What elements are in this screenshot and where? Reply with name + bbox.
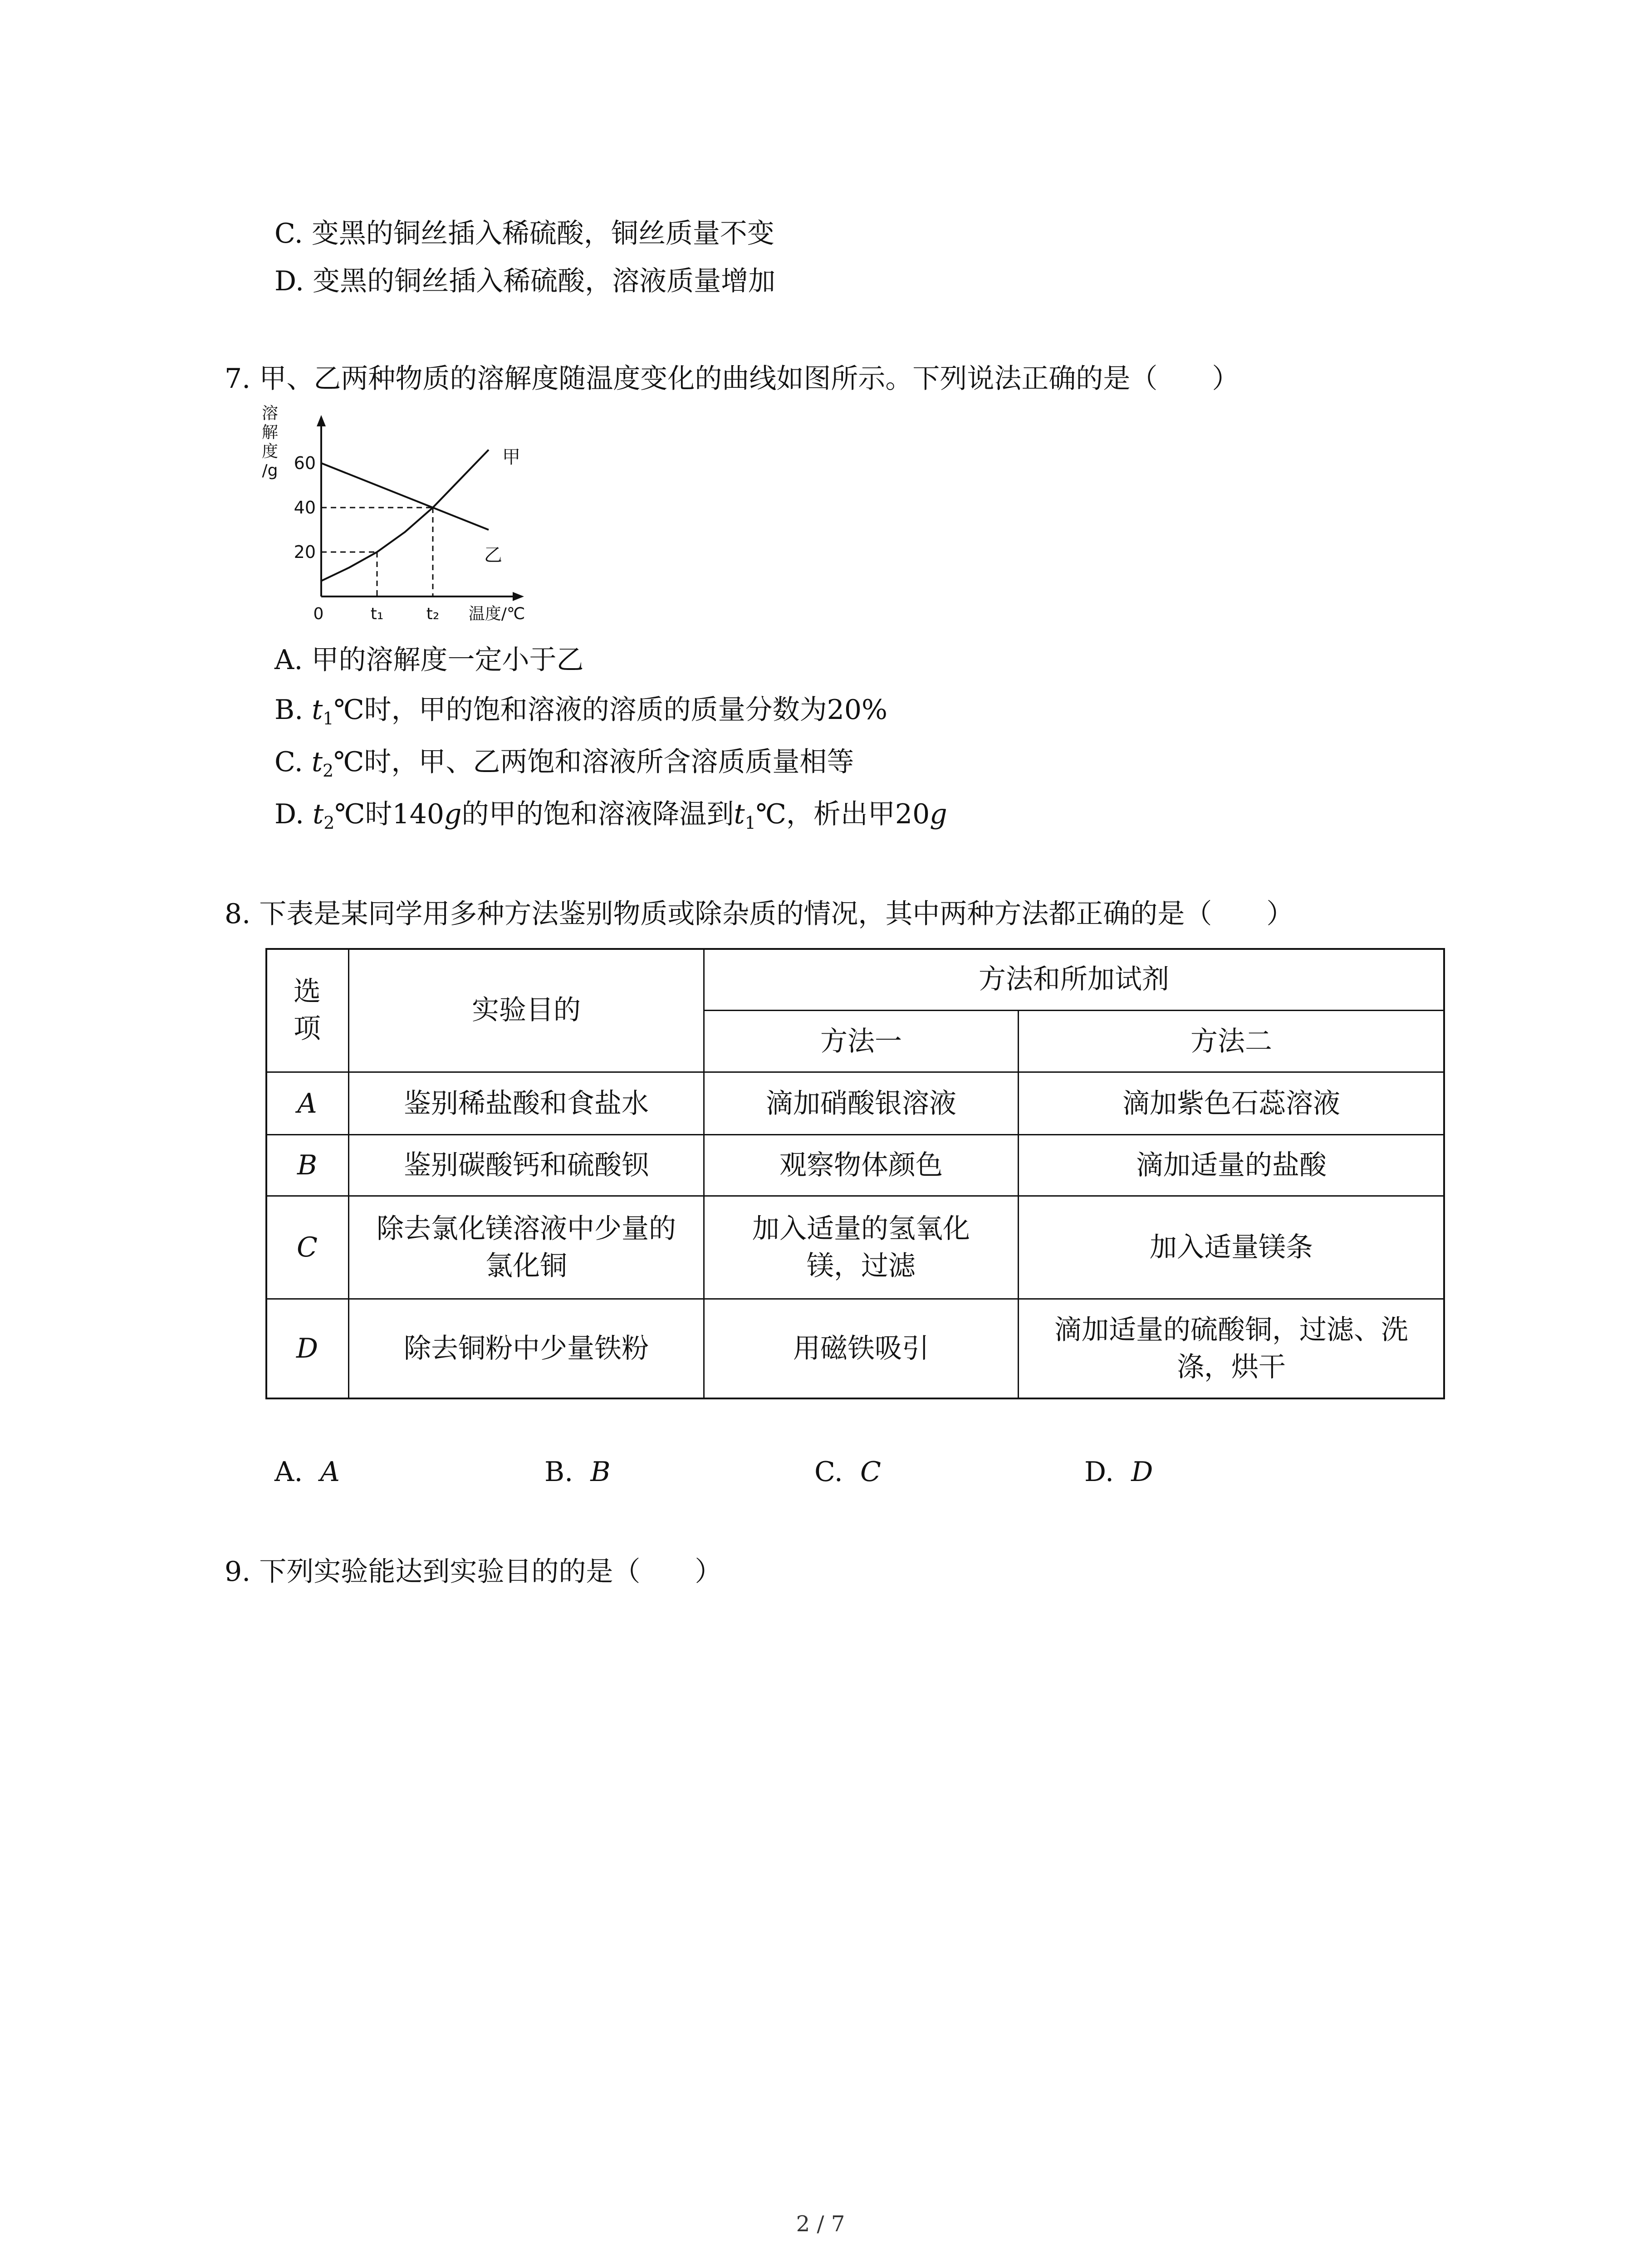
q7-option-b: B. $t_1℃$时，甲的饱和溶液的溶质的质量分数为20% — [274, 694, 888, 728]
q8-choice-d: D. D — [1084, 1456, 1153, 1488]
header-option: 选项 — [294, 976, 321, 1045]
q6-option-d: D. 变黑的铜丝插入稀硫酸，溶液质量增加 — [274, 265, 776, 297]
q9-stem: 9. 下列实验能达到实验目的的是（ ） — [225, 1556, 722, 1588]
table-row-a-purpose: 鉴别稀盐酸和食盐水 — [404, 1087, 649, 1119]
q7-option-d: D. $t_2℃$时140g的甲的饱和溶液降温到$t_1℃$，析出甲20g — [274, 798, 947, 833]
header-method1: 方法一 — [820, 1026, 902, 1057]
y-tick-label: 60 — [294, 453, 316, 473]
table-row-b-method1: 观察物体颜色 — [779, 1149, 943, 1181]
x-tick-label: 0 — [313, 605, 324, 623]
solubility-chart — [254, 401, 581, 637]
y-axis-label-part: 溶 — [261, 404, 279, 423]
chart-text — [262, 404, 525, 623]
x-tick-label: t₁ — [370, 605, 384, 623]
q8-choice-c: C. C — [814, 1456, 881, 1488]
table-row-a-method1: 滴加硝酸银溶液 — [766, 1087, 956, 1119]
q8-stem: 8. 下表是某同学用多种方法鉴别物质或除杂质的情况，其中两种方法都正确的是（ ） — [225, 898, 1294, 930]
table-row-c-purpose: 除去氯化镁溶液中少量的氯化铜 — [377, 1212, 676, 1282]
q7-stem: 7. 甲、乙两种物质的溶解度随温度变化的曲线如图所示。下列说法正确的是（ ） — [225, 363, 1239, 395]
q6-option-c: C. 变黑的铜丝插入稀硫酸，铜丝质量不变 — [274, 218, 774, 249]
q7-option-c: C. $t_2℃$时，甲、乙两饱和溶液所含溶质质量相等 — [274, 746, 854, 781]
page-number: 2 / 7 — [796, 2211, 845, 2237]
y-axis-label-part: /g — [262, 461, 278, 480]
methods-table — [265, 948, 1445, 1399]
series-label-yi: 乙 — [484, 544, 502, 566]
table-row-d-method1: 用磁铁吸引 — [793, 1333, 929, 1364]
table-row-c-method2: 加入适量镁条 — [1150, 1231, 1313, 1263]
y-axis-label-part: 解 — [261, 423, 279, 442]
series-line-yi — [321, 463, 489, 530]
table-row-b-purpose: 鉴别碳酸钙和硫酸钡 — [404, 1149, 649, 1181]
chart-lines — [321, 450, 489, 581]
table-row-d-method2: 滴加适量的硫酸铜，过滤、洗涤，烘干 — [1054, 1314, 1408, 1383]
y-tick-label: 20 — [294, 542, 316, 562]
q8-choice-a: A. A — [274, 1456, 340, 1488]
series-line-jia — [321, 450, 489, 581]
q7-option-a: A. 甲的溶解度一定小于乙 — [274, 644, 584, 676]
x-axis-arrow — [513, 592, 524, 601]
table-row-b-method2: 滴加适量的盐酸 — [1136, 1149, 1327, 1181]
x-axis-label: 温度/℃ — [468, 605, 525, 623]
header-method2: 方法二 — [1190, 1026, 1272, 1057]
header-methods: 方法和所加试剂 — [979, 963, 1169, 995]
table-row-d-purpose: 除去铜粉中少量铁粉 — [404, 1333, 649, 1364]
x-tick-label: t₂ — [426, 605, 440, 623]
series-label-jia: 甲 — [502, 447, 520, 468]
table-row-a-option: A — [297, 1087, 317, 1119]
y-tick-label: 40 — [294, 498, 316, 518]
y-axis-label-part: 度 — [261, 442, 279, 461]
table-row-d-option: D — [296, 1333, 318, 1364]
y-axis-arrow — [317, 415, 326, 426]
table-row-c-option: C — [297, 1231, 318, 1263]
q8-choice-b: B. B — [544, 1456, 611, 1488]
table-row-c-method1: 加入适量的氢氧化镁，过滤 — [752, 1212, 970, 1282]
table-row-b-option: B — [297, 1149, 318, 1181]
header-purpose: 实验目的 — [472, 994, 581, 1026]
table-row-a-method2: 滴加紫色石蕊溶液 — [1122, 1087, 1340, 1119]
